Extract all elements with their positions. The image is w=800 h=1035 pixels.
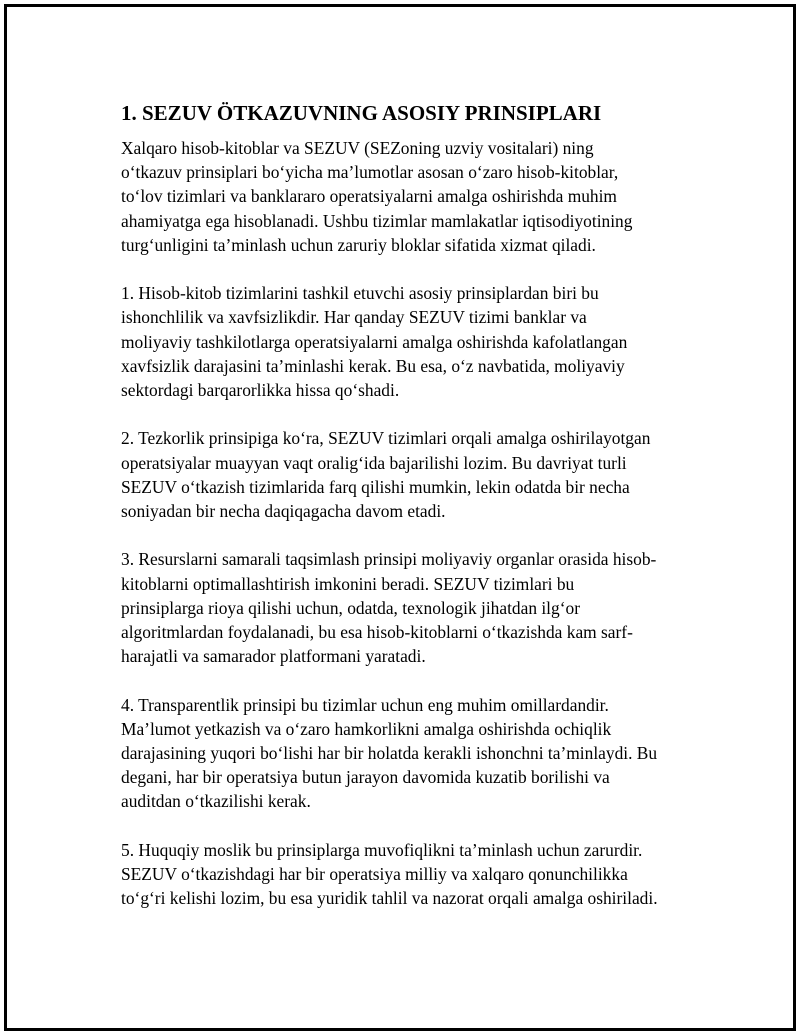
- text-line: 1. Hisob-kitob tizimlarini tashkil etuvchi asosiy prinsiplardan biri bu: [121, 283, 599, 304]
- text-line: 2. Tezkorlik prinsipiga ko‘ra, SEZUV tizimlari orqali amalga oshirilayotgan: [121, 428, 651, 449]
- text-line: SEZUV o‘tkazish tizimlarida farq qilishi mumkin, lekin odatda bir necha: [121, 476, 630, 497]
- paragraph: [121, 281, 701, 402]
- section-heading: 1. SEZUV ÖTKAZUVNING ASOSIY PRINSIPLARI: [121, 101, 602, 125]
- text-line: 3. Resurslarni samarali taqsimlash prinsipi moliyaviy organlar orasida hisob-: [121, 549, 657, 570]
- text-line: kitoblarni optimallashtirish imkonini beradi. SEZUV tizimlari bu: [121, 573, 575, 594]
- text-line: 4. Transparentlik prinsipi bu tizimlar uchun eng muhim omillardandir.: [121, 694, 609, 715]
- text-line: Ma’lumot yetkazish va o‘zaro hamkorlikni amalga oshirishda ochiqlik: [121, 718, 612, 739]
- text-line: harajatli va samarador platformani yaratadi.: [121, 646, 426, 667]
- text-line: ishonchlilik va xavfsizlikdir. Har qanday SEZUV tizimi banklar va: [121, 307, 587, 328]
- text-line: moliyaviy tashkilotlarga operatsiyalarni amalga oshirishda kafolatlangan: [121, 331, 628, 352]
- text-line: Xalqaro hisob-kitoblar va SEZUV (SEZoning uzviy vositalari) ning: [121, 138, 594, 158]
- paragraph: [121, 426, 701, 523]
- text-line: degani, har bir operatsiya butun jarayon davomida kuzatib borilishi va: [121, 767, 610, 788]
- text-line: o‘tkazuv prinsiplari bo‘yicha ma’lumotlar asosan o‘zaro hisob-kitoblar,: [121, 162, 619, 183]
- text-line: prinsiplarga rioya qilishi uchun, odatda, texnologik jihatdan ilg‘or: [121, 597, 580, 618]
- text-line: auditdan o‘tkazilishi kerak.: [121, 791, 311, 812]
- text-line: xavfsizlik darajasini ta’minlashi kerak. Bu esa, o‘z navbatida, moliyaviy: [121, 355, 625, 376]
- text-line: operatsiyalar muayyan vaqt oralig‘ida bajarilishi lozim. Bu davriyat turli: [121, 452, 627, 473]
- text-line: 5. Huquqiy moslik bu prinsiplarga muvofiqlikni ta’minlash uchun zarurdir.: [121, 839, 643, 860]
- text-line: darajasining yuqori bo‘lishi har bir holatda kerakli ishonchni ta’minlaydi. Bu: [121, 743, 658, 764]
- paragraph: [121, 136, 701, 257]
- text-line: algoritmlardan foydalanadi, bu esa hisob-kitoblarni o‘tkazishda kam sarf-: [121, 622, 633, 643]
- text-line: ahamiyatga ega hisoblanadi. Ushbu tizimlar mamlakatlar iqtisodiyotining: [121, 210, 633, 231]
- text-line: SEZUV o‘tkazishdagi har bir operatsiya milliy va xalqaro qonunchilikka: [121, 864, 628, 885]
- text-line: to‘g‘ri kelishi lozim, bu esa yuridik tahlil va nazorat orqali amalga oshiriladi.: [121, 888, 658, 909]
- paragraph: [121, 547, 701, 668]
- document-body: [121, 99, 701, 935]
- paragraph-list: [121, 136, 701, 910]
- paragraph: [121, 838, 701, 911]
- text-line: turg‘unligini ta’minlash uchun zaruriy bloklar sifatida xizmat qiladi.: [121, 234, 596, 255]
- text-line: sektordagi barqarorlikka hissa qo‘shadi.: [121, 380, 400, 401]
- text-line: to‘lov tizimlari va banklararo operatsiyalarni amalga oshirishda muhim: [121, 186, 617, 207]
- text-line: soniyadan bir necha daqiqagacha davom etadi.: [121, 501, 446, 522]
- document-page: [4, 4, 796, 1031]
- paragraph: [121, 693, 701, 814]
